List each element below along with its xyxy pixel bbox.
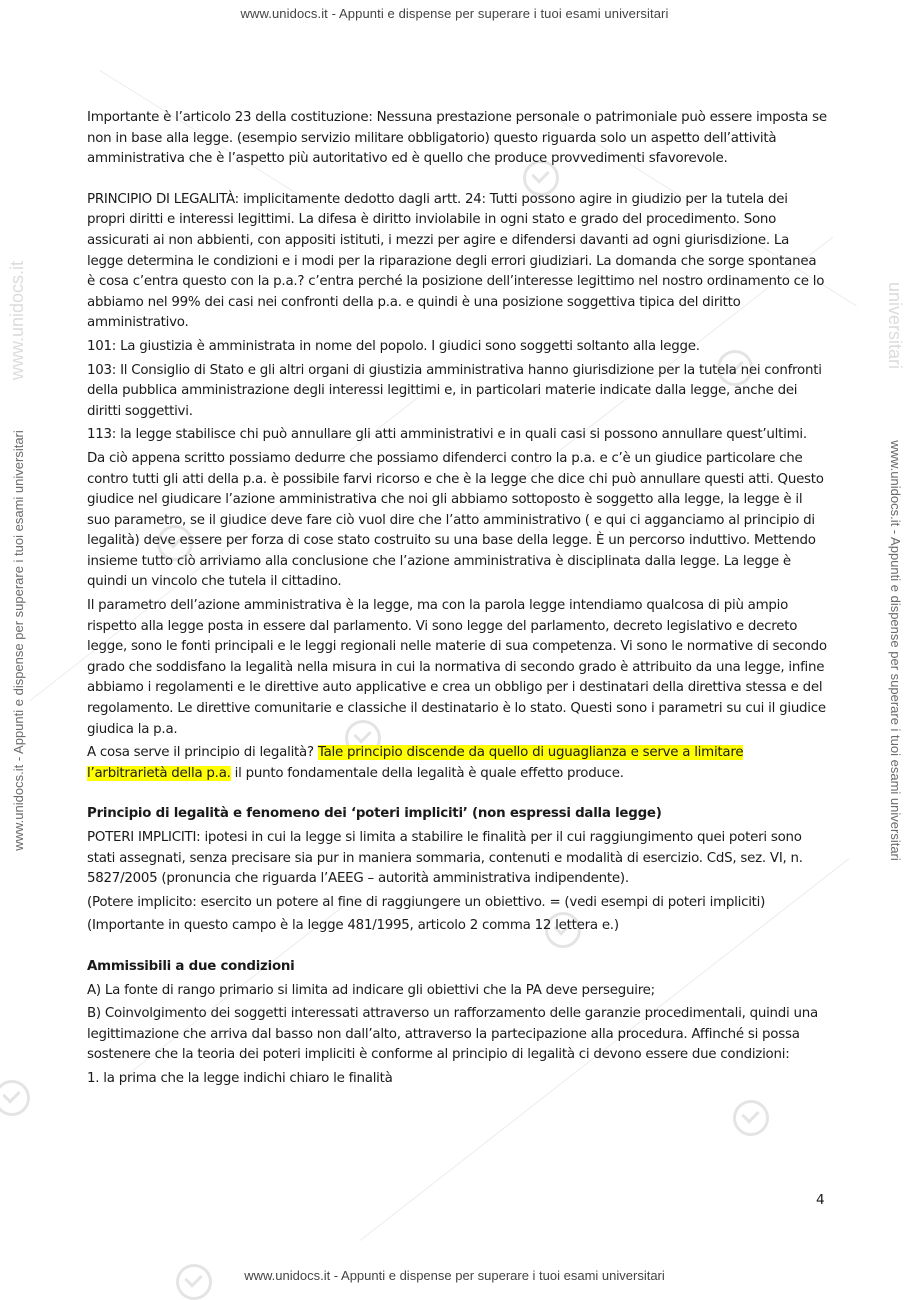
section-heading-ammissibili: Ammissibili a due condizioni — [87, 958, 295, 974]
paragraph-condition-b: B) Coinvolgimento dei soggetti interessati attraverso un rafforzamento delle garanzie procedimentali, quindi una legittimazione che arriva dal basso non dall’alto, attraverso la partecipazione alla procedura. Affinché si possa sostenere che la teoria dei poteri impliciti è conforme al principio di legalità ci devono essere due condizioni: — [87, 1006, 818, 1063]
paragraph-parametro: Il parametro dell’azione amministrativa è la legge, ma con la parola legge intendiamo qualcosa di più ampio rispetto alla legge posta in essere dal parlamento. Vi sono legge del parlamento, decreto legislativo e decreto legge, sono le fonti principali e le leggi regionali nelle materie di sua competenza. Vi sono le normative di secondo grado che soddisfano la legalità nella misura in cui la normativa di secondo grado è attribuito da una legge, infine abbiamo i regolamenti e le direttive auto applicative e crea un obbligo per i destinatari della direttiva stessa e del regolamento. Le direttive comunitarie e classiche il destinatario è lo stato. Questi sono i parametri su cui il giudice giudica la p.a. — [87, 598, 827, 737]
paragraph-condition-a: A) La fonte di rango primario si limita ad indicare gli obiettivi che la PA deve perseguire; — [87, 982, 655, 998]
paragraph-legge-481: (Importante in questo campo è la legge 481/1995, articolo 2 comma 12 lettera e.) — [87, 918, 619, 934]
unidocs-logo-icon — [733, 1100, 769, 1136]
paragraph-poteri-impliciti: POTERI IMPLICITI: ipotesi in cui la legge si limita a stabilire le finalità per il cui raggiungimento quei poteri sono stati assegnati, senza precisare sia pur in maniera sommaria, contenuti e modalità di esercizio. CdS, sez. VI, n. 5827/2005 (pronuncia che riguarda l’AEEG – autorità amministrativa indipendente). — [87, 830, 803, 887]
right-faint-watermark: universitari — [885, 281, 906, 369]
right-side-watermark: www.unidocs.it - Appunti e dispense per superare i tuoi esami universitari — [887, 439, 903, 861]
paragraph-spacer — [87, 173, 827, 190]
footer-watermark — [0, 1268, 909, 1283]
section-heading-poteri-impliciti: Principio di legalità e fenomeno dei ‘poteri impliciti’ (non espressi dalla legge) — [87, 806, 662, 822]
paragraph-article-23: Importante è l’articolo 23 della costituzione: Nessuna prestazione personale o patrimoniale può essere imposta se non in base alla legge. (esempio servizio militare obbligatorio) questo riguarda solo un aspetto dell’attività amministrativa che è l’aspetto più autoritativo ed è quello che produce provvedimenti sfavorevole. — [87, 110, 827, 167]
paragraph-article-103: 103: Il Consiglio di Stato e gli altri organi di giustizia amministrativa hanno giurisdizione per la tutela nei confronti della pubblica amministrazione degli interessi legittimi e, in particolari materie indicate dalla legge, anche dei diritti soggettivi. — [87, 362, 822, 419]
page-number: 4 — [816, 1192, 825, 1208]
unidocs-logo-icon — [0, 1080, 30, 1116]
left-side-watermark: www.unidocs.it - Appunti e dispense per superare i tuoi esami universitari — [10, 429, 26, 851]
document-body — [87, 108, 827, 1093]
paragraph-spacer — [87, 787, 827, 804]
paragraph-a-cosa-serve: A cosa serve il principio di legalità? Tale principio discende da quello di uguaglianza e serve a limitare l’arbitrarietà della p.a. il punto fondamentale della legalità è quale effetto produce. — [87, 745, 744, 781]
heading-principio-legalita: PRINCIPIO DI LEGALITÀ — [87, 191, 235, 207]
highlighted-text: Tale principio discende da quello di uguaglianza e serve a limitare l’arbitrarietà della p.a. — [87, 745, 744, 781]
left-faint-watermark: www.unidocs.it — [7, 260, 28, 380]
paragraph-principio-legalita — [87, 190, 827, 334]
footer-watermark-text: www.unidocs.it - Appunti e dispense per superare i tuoi esami universitari — [244, 1268, 665, 1283]
paragraph-spacer — [87, 940, 827, 957]
paragraph-deduction: Da ciò appena scritto possiamo dedurre che possiamo difenderci contro la p.a. e c’è un giudice particolare che contro tutti gli atti della p.a. è possibile farvi ricorso e che è la legge che dice chi può annullare questi atti. Questo giudice nel giudicare l’azione amministrativa che noi gli abbiamo sottoposto è soggetto alla legge, la legge è il suo parametro, se il giudice deve fare ciò vuol dire che l’atto amministrativo ( e qui ci agganciamo al principio di legalità) deve essere per forza di cose stato costruito su una base della legge. È un percorso induttivo. Mettendo insieme tutto ciò arriviamo alla conclusione che l’azione amministrativa è disciplinata dalla legge. La legge è quindi un vincolo che tutela il cittadino. — [87, 450, 824, 590]
paragraph-potere-implicito: (Potere implicito: esercito un potere al fine di raggiungere un obiettivo. = (vedi esempi di poteri impliciti) — [87, 894, 766, 910]
text-principio-legalita: : implicitamente dedotto dagli artt. 24: Tutti possono agire in giudizio per la tutela dei propri diritti e interessi legittimi. La difesa è diritto inviolabile in ogni stato e grado del procedimento. Sono assicurati ai non abbienti, con appositi istituti, i mezzi per agire e difendersi davanti ad ogni giurisdizione. La legge determina le condizioni e i modi per la riparazione degli errori giudiziari. La domanda che sorge spontanea è cosa c’entra questo con la p.a.? c’entra perché la posizione dell’interesse legittimo nel nostro ordinamento ce lo abbiamo nel 99% dei casi nei confronti della p.a. e quindi è una posizione soggettiva tipica del diritto amministrativo. — [87, 191, 825, 331]
header-watermark — [0, 6, 909, 21]
header-watermark-text: www.unidocs.it - Appunti e dispense per superare i tuoi esami universitari — [240, 6, 669, 21]
paragraph-article-101: 101: La giustizia è amministrata in nome del popolo. I giudici sono soggetti soltanto alla legge. — [87, 338, 700, 354]
paragraph-list-item-1: 1. la prima che la legge indichi chiaro le finalità — [87, 1070, 393, 1086]
paragraph-article-113: 113: la legge stabilisce chi può annullare gli atti amministrativi e in quali casi si possono annullare quest’ultimi. — [87, 427, 807, 443]
